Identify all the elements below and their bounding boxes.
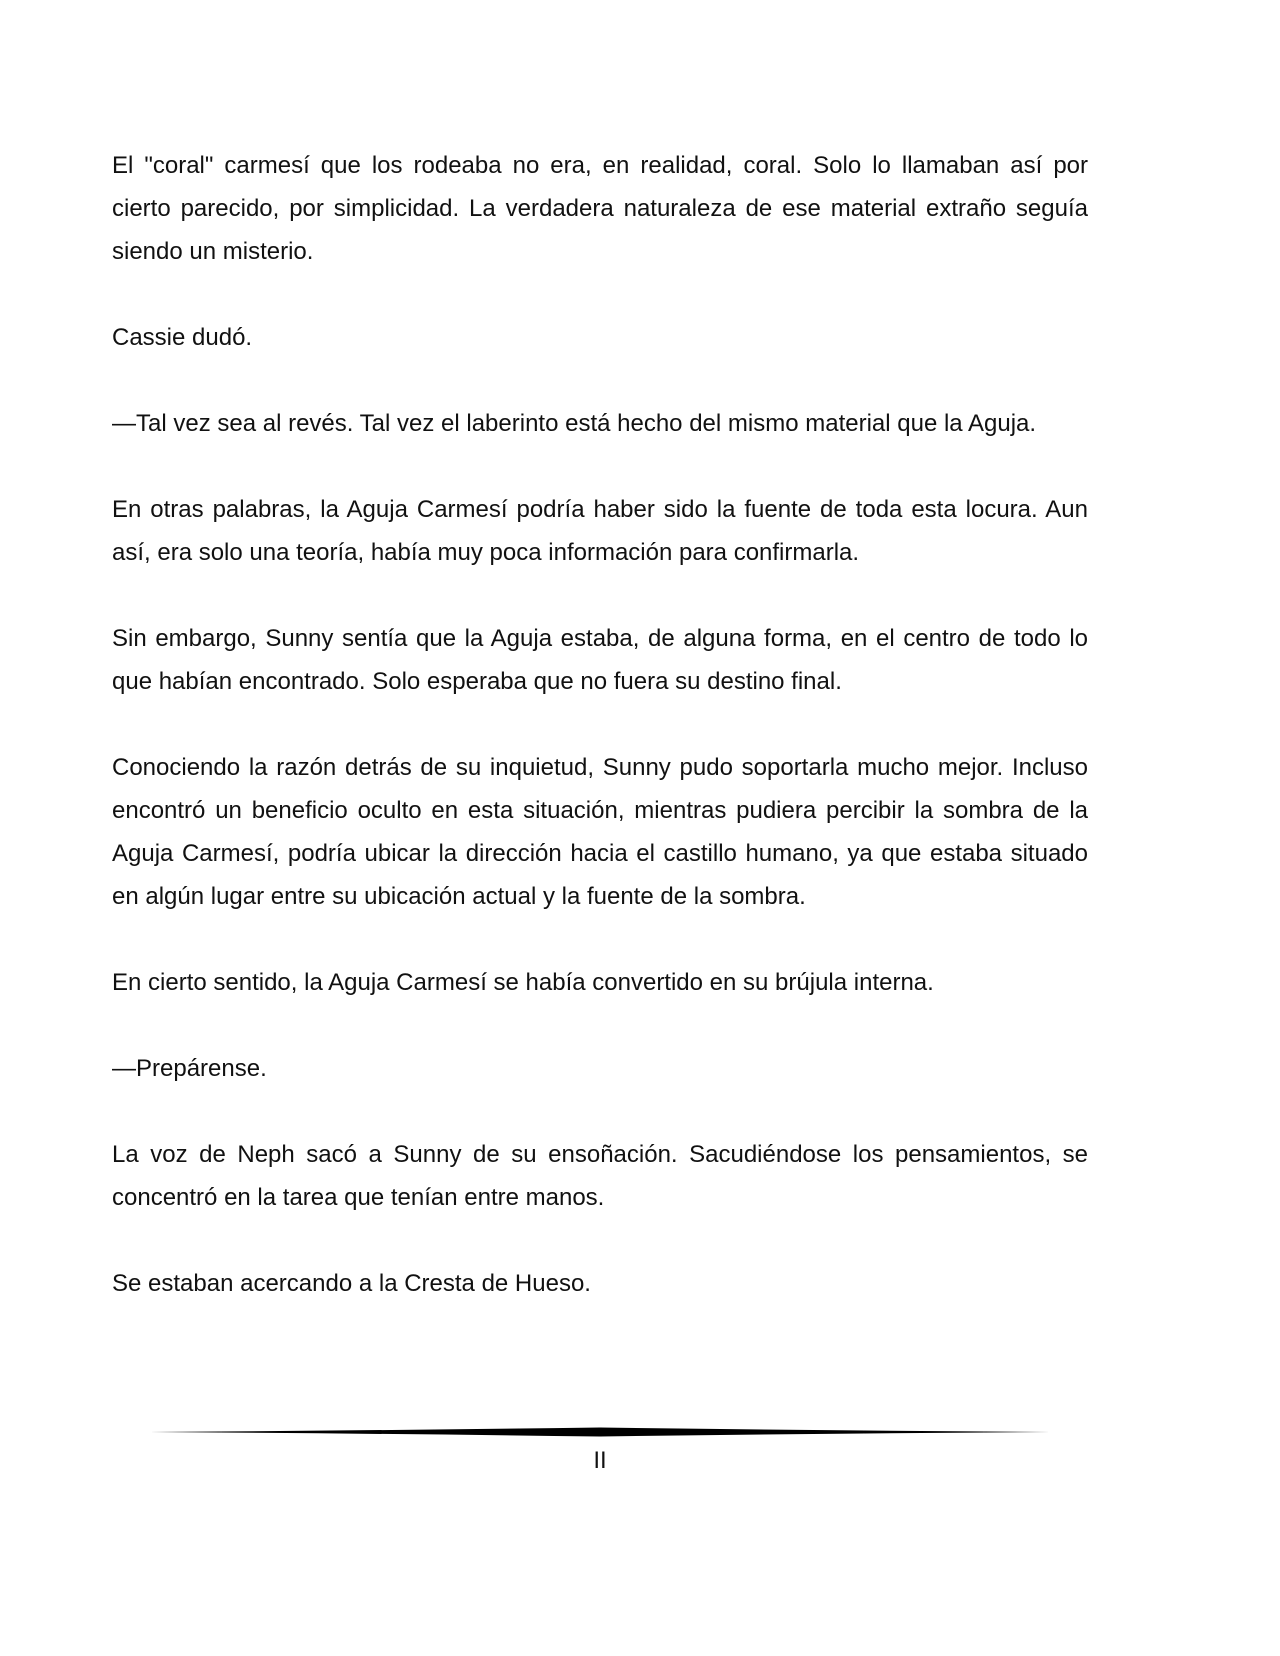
paragraph-7: En cierto sentido, la Aguja Carmesí se había convertido en su brújula interna. [112,969,934,996]
paragraph-6: Conociendo la razón detrás de su inquietud, Sunny pudo soportarla mucho mejor. Incluso encontró un beneficio oculto en esta situación, mientras pudiera percibir la sombra de la Aguja Carmesí, podría ubicar la dirección hacia el castillo humano, ya que estaba situado en algún lugar entre su ubicación actual y la fuente de la sombra. [112,754,1088,910]
paragraph-5: Sin embargo, Sunny sentía que la Aguja estaba, de alguna forma, en el centro de todo lo que habían encontrado. Solo esperaba que no fuera su destino final. [112,625,1088,695]
paragraph-10: Se estaban acercando a la Cresta de Hueso. [112,1270,591,1297]
paragraph-4: En otras palabras, la Aguja Carmesí podría haber sido la fuente de toda esta locura. Aun así, era solo una teoría, había muy poca información para confirmarla. [112,496,1088,566]
body-text [112,144,1088,1348]
paragraph-1: El "coral" carmesí que los rodeaba no era, en realidad, coral. Solo lo llamaban así por cierto parecido, por simplicidad. La verdadera naturaleza de ese material extraño seguía siendo un misterio. [112,152,1088,265]
paragraph-3: —Tal vez sea al revés. Tal vez el laberinto está hecho del mismo material que la Aguja. [112,410,1037,437]
page-number: II [593,1447,607,1474]
paragraph-9: La voz de Neph sacó a Sunny de su ensoñación. Sacudiéndose los pensamientos, se concentró en la tarea que tenían entre manos. [112,1141,1088,1211]
section-divider [150,1425,1050,1439]
paragraph-2: Cassie dudó. [112,324,253,351]
paragraph-8: —Prepárense. [112,1055,267,1082]
